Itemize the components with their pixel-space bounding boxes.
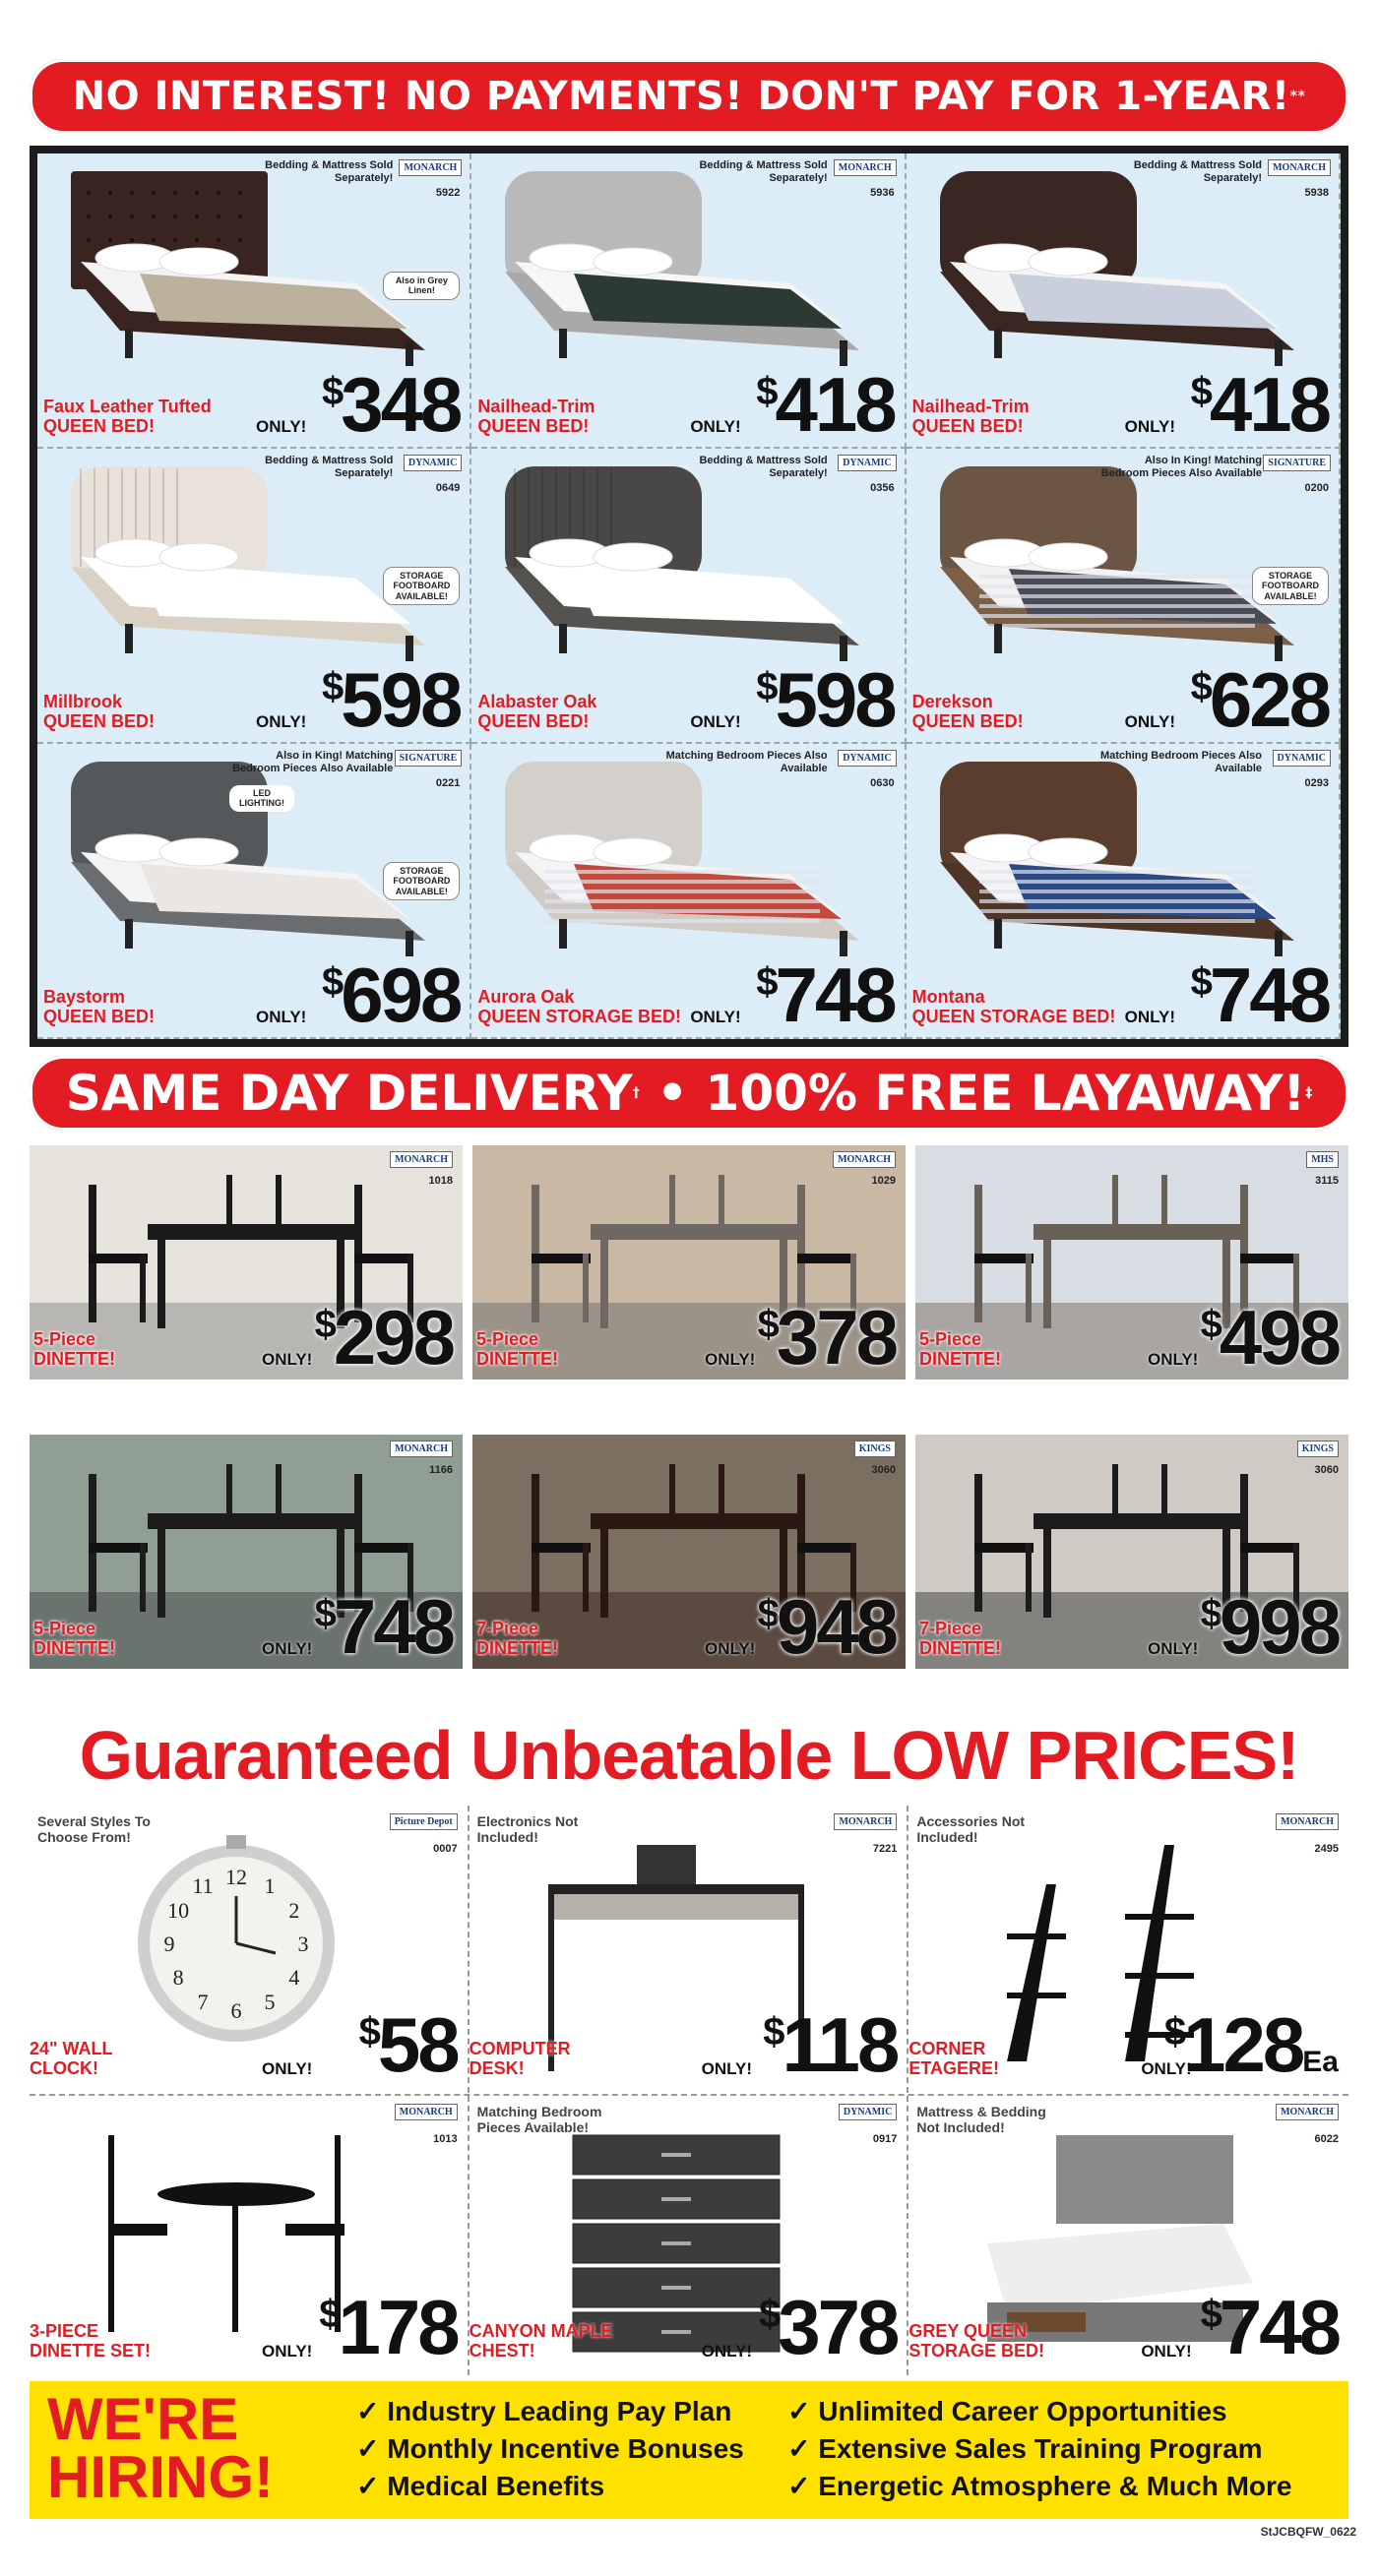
brand-logo: MONARCH [390,1151,453,1168]
price-value: 418 [1209,361,1329,448]
accessory-listing[interactable] [908,2096,1348,2375]
hiring-benefit: ✓ Energetic Atmosphere & Much More [787,2471,1292,2501]
sku-number: 1013 [433,2133,458,2145]
sku-number: 3115 [1315,1175,1339,1187]
bed-name [43,398,212,437]
price [314,1294,453,1380]
svg-text:6: 6 [230,1998,242,2023]
bed-name-text: Baystorm [43,987,126,1008]
accessory-name-text: 3-PIECE [30,2321,99,2342]
hiring-banner [30,2381,1348,2519]
svg-text:11: 11 [192,1873,214,1899]
svg-text:5: 5 [264,1989,276,2014]
sku-number: 0007 [433,1843,458,1855]
only-label: ONLY! [705,1350,756,1369]
bed-extra-note: STORAGE FOOTBOARD AVAILABLE! [383,567,460,605]
bed-note: Bedding & Mattress Sold Separately! [265,455,394,479]
only-label: ONLY! [701,2059,752,2078]
brand-logo: DYNAMIC [839,2104,897,2120]
brand-logo: KINGS [1297,1441,1339,1457]
only-label: ONLY! [1141,2342,1192,2361]
price-value: 418 [775,361,895,448]
accessory-name [908,2040,999,2079]
only-label: ONLY! [701,2342,752,2361]
dinette-type: DINETTE! [33,1349,115,1370]
bed-name [477,398,595,437]
sku-number: 0649 [435,482,461,494]
dollar-sign: $ [756,665,776,708]
hiring-benefit: ✓ Medical Benefits [356,2471,605,2501]
sku-number: 5922 [435,187,461,199]
dollar-sign: $ [758,2293,779,2336]
bed-listing[interactable] [907,449,1341,744]
dollar-sign: $ [1190,960,1210,1004]
dollar-sign: $ [757,1592,777,1635]
only-label: ONLY! [1148,1639,1199,1658]
price [321,361,461,448]
dollar-sign: $ [1200,1592,1220,1635]
dinette-pieces: 7-Piece [919,1619,982,1639]
brand-logo: SIGNATURE [395,750,463,767]
price [321,951,461,1038]
price-value: 748 [333,1583,453,1669]
bed-name [477,693,596,732]
only-label: ONLY! [1141,2059,1192,2078]
dinette-name [919,1330,1001,1370]
bed-name-text: Millbrook [43,692,122,712]
brand-logo: MONARCH [834,159,897,176]
bed-note: Also In King! Matching Bedroom Pieces Also Available [1100,455,1262,479]
dinette-listing[interactable] [30,1145,463,1380]
sku-number: 2495 [1314,1843,1339,1855]
price-value: 598 [775,656,895,743]
accessory-note: Accessories Not Included! [916,1813,1026,1846]
price [321,656,461,743]
only-label: ONLY! [1124,1008,1175,1026]
accessory-type: ETAGERE! [908,2058,999,2079]
hiring-benefit: ✓ Industry Leading Pay Plan [356,2396,732,2426]
dinette-name [33,1620,115,1659]
dollar-sign: $ [757,1303,777,1346]
top-promo-text: NO INTEREST! NO PAYMENTS! DON'T PAY FOR 1-YEAR! [72,74,1290,119]
price-value: 298 [333,1294,453,1380]
bed-listing[interactable] [37,744,471,1039]
bed-grid [30,146,1348,1047]
top-promo-banner [30,59,1348,134]
bed-name-text: Nailhead-Trim [911,397,1030,417]
sku-number: 0630 [870,777,895,789]
accessory-name [30,2040,113,2079]
accessory-type: DINETTE SET! [30,2341,152,2361]
dinette-pieces: 5-Piece [919,1329,982,1350]
accessory-name-text: CORNER [908,2039,986,2059]
dollar-sign: $ [756,370,776,413]
only-label: ONLY! [1124,417,1175,436]
bed-listing[interactable] [907,153,1341,449]
bed-type: QUEEN BED! [477,416,590,437]
price-value: 628 [1209,656,1329,743]
accessory-type: CHEST! [469,2341,535,2361]
dinette-type: DINETTE! [33,1638,115,1659]
bed-listing[interactable] [471,744,906,1039]
bed-listing[interactable] [907,744,1341,1039]
bed-type: QUEEN STORAGE BED! [911,1007,1116,1027]
brand-logo: MONARCH [1276,1813,1339,1830]
dinette-pieces: 5-Piece [33,1329,96,1350]
bed-extra-note: STORAGE FOOTBOARD AVAILABLE! [383,862,460,900]
price [1163,2001,1339,2088]
dollar-sign: $ [321,960,342,1004]
hiring-title-line1: WE'RE [47,2386,239,2452]
bed-type: QUEEN BED! [911,416,1024,437]
bed-type: QUEEN BED! [43,1007,156,1027]
bed-image [41,459,435,679]
bed-note: Bedding & Mattress Sold Separately! [265,159,394,184]
price-value: 498 [1219,1294,1339,1380]
brand-logo: MHS [1306,1151,1339,1168]
hiring-benefit: ✓ Monthly Incentive Bonuses [356,2433,744,2464]
dollar-sign: $ [1200,1303,1220,1346]
dollar-sign: $ [314,1592,334,1635]
dinette-listing[interactable] [472,1145,906,1380]
bed-name-text: Faux Leather Tufted [43,397,212,417]
price [1190,656,1329,743]
accessory-note: Electronics Not Included! [476,1813,579,1846]
dinette-name [476,1620,558,1659]
led-note: LED LIGHTING! [229,785,294,812]
bed-name-text: Montana [911,987,985,1008]
only-label: ONLY! [256,417,307,436]
bed-listing[interactable] [37,153,471,449]
accessory-note: Matching Bedroom Pieces Available! [476,2104,602,2136]
accessory-image [89,1825,384,2085]
accessory-name-text: GREY QUEEN [908,2321,1028,2342]
brand-logo: Picture Depot [390,1813,458,1830]
accessory-listing[interactable] [30,2096,470,2375]
accessory-name [908,2322,1044,2361]
bed-image [910,459,1304,679]
price [1190,361,1329,448]
bed-name [477,988,681,1027]
bed-extra-note: Also in Grey Linen! [383,272,460,300]
price [763,2001,898,2088]
accessory-name-text: CANYON MAPLE [469,2321,613,2342]
hiring-title-line2: HIRING! [47,2443,274,2510]
price [757,1583,896,1669]
price-value: 118 [782,2001,898,2088]
hiring-list-2 [787,2393,1292,2505]
sku-number: 0221 [435,777,461,789]
accessory-listing[interactable] [470,1806,909,2093]
price-value: 378 [778,2284,898,2370]
bed-note: Bedding & Mattress Sold Separately! [699,159,828,184]
bed-note: Bedding & Mattress Sold Separately! [699,455,828,479]
brand-logo: MONARCH [1276,2104,1339,2120]
only-label: ONLY! [262,2059,313,2078]
dinette-row-1 [30,1145,1348,1380]
only-label: ONLY! [705,1639,756,1658]
price [1200,1294,1339,1380]
hiring-benefit: ✓ Extensive Sales Training Program [787,2433,1263,2464]
accessory-type: CLOCK! [30,2058,98,2079]
sku-number: 7221 [872,1843,898,1855]
brand-logo: MONARCH [1268,159,1331,176]
brand-logo: MONARCH [395,2104,458,2120]
accessory-type: DESK! [469,2058,525,2079]
svg-text:12: 12 [225,1865,247,1889]
bed-extra-note: STORAGE FOOTBOARD AVAILABLE! [1252,567,1329,605]
dinette-name [33,1330,115,1370]
delivery-text: SAME DAY DELIVERY [65,1065,633,1122]
dinette-listing[interactable] [915,1435,1348,1669]
accessory-name [30,2322,151,2361]
only-label: ONLY! [262,1350,313,1369]
headline: Guaranteed Unbeatable LOW PRICES! [79,1717,1299,1794]
bed-name [43,988,155,1027]
price [758,2284,898,2370]
accessory-listing[interactable] [470,2096,909,2375]
dinette-pieces: 5-Piece [476,1329,539,1350]
svg-text:2: 2 [288,1898,300,1923]
top-promo-mark: ** [1289,89,1306,104]
sku-number: 1018 [428,1175,453,1187]
svg-text:3: 3 [297,1932,309,1956]
sku-number: 5938 [1304,187,1329,199]
brand-logo: DYNAMIC [1273,750,1331,767]
bed-note: Bedding & Mattress Sold Separately! [1133,159,1262,184]
bed-type: QUEEN BED! [911,711,1024,732]
dollar-sign: $ [321,665,342,708]
brand-logo: KINGS [854,1441,896,1457]
only-label: ONLY! [1148,1350,1199,1369]
bed-image [910,754,1304,974]
accessory-row-1 [30,1806,1348,2093]
sku-number: 6022 [1314,2133,1339,2145]
svg-text:10: 10 [167,1898,190,1923]
only-label: ONLY! [1124,712,1175,731]
price-value: 698 [341,951,461,1038]
dinette-listing[interactable] [30,1435,463,1669]
accessory-name [470,2040,571,2079]
accessory-note: Several Styles To Choose From! [37,1813,151,1846]
svg-text:4: 4 [288,1965,300,1990]
bed-image [910,163,1304,384]
price [1200,2284,1339,2370]
footer-code: StJCBQFW_0622 [1260,2525,1356,2539]
price-value: 178 [338,2284,458,2370]
only-label: ONLY! [690,712,741,731]
bed-type: QUEEN BED! [477,711,590,732]
delivery-banner [30,1056,1348,1131]
hiring-list-1 [356,2393,744,2505]
svg-text:9: 9 [163,1932,175,1956]
dollar-sign: $ [319,2293,339,2336]
dinette-name [476,1330,558,1370]
sku-number: 0200 [1304,482,1329,494]
dollar-sign: $ [1200,2293,1220,2336]
price [1200,1583,1339,1669]
brand-logo: SIGNATURE [1263,455,1331,471]
price-value: 948 [776,1583,896,1669]
price-value: 378 [776,1294,896,1380]
price [319,2284,458,2370]
price [314,1583,453,1669]
dollar-sign: $ [358,2010,378,2054]
hiring-benefit: ✓ Unlimited Career Opportunities [787,2396,1227,2426]
sku-number: 1166 [429,1464,453,1476]
bed-name [912,988,1116,1027]
dollar-sign: $ [1163,2010,1184,2054]
price-value: 58 [377,2001,458,2088]
sku-number: 1029 [871,1175,896,1187]
bed-note: Also in King! Matching Bedroom Pieces Also Available [232,750,394,774]
dollar-sign: $ [756,960,776,1004]
accessory-listing[interactable] [30,1806,470,2093]
bed-type: QUEEN BED! [43,416,156,437]
dinette-pieces: 7-Piece [476,1619,539,1639]
accessory-row-2 [30,2096,1348,2375]
price [756,951,895,1038]
brand-logo: DYNAMIC [404,455,462,471]
price-value: 748 [775,951,895,1038]
bed-image [475,754,869,974]
accessory-name-text: COMPUTER [469,2039,571,2059]
price [1190,951,1329,1038]
dinette-listing[interactable] [472,1435,906,1669]
dollar-sign: $ [763,2010,783,2054]
delivery-mark: † [632,1085,640,1101]
sku-number: 0356 [870,482,895,494]
brand-logo: MONARCH [390,1441,453,1457]
bed-name [912,398,1030,437]
price [756,361,895,448]
price-value: 348 [341,361,461,448]
price-value: 998 [1219,1583,1339,1669]
sku-number: 5936 [870,187,895,199]
price-value: 748 [1219,2284,1339,2370]
bed-image [41,163,435,384]
bed-image [475,459,869,679]
accessory-name [470,2322,613,2361]
price-unit: Ea [1302,2046,1339,2078]
dollar-sign: $ [1190,665,1210,708]
dinette-row-2 [30,1435,1348,1669]
hiring-title [47,2386,274,2510]
svg-text:8: 8 [172,1965,184,1990]
only-label: ONLY! [262,2342,313,2361]
only-label: ONLY! [690,417,741,436]
brand-logo: DYNAMIC [838,750,896,767]
price-value: 748 [1209,951,1329,1038]
bed-image [475,163,869,384]
dinette-type: DINETTE! [476,1638,558,1659]
price [757,1294,896,1380]
only-label: ONLY! [256,1008,307,1026]
bed-listing[interactable] [471,449,906,744]
bed-name-text: Aurora Oak [477,987,575,1008]
bed-note: Matching Bedroom Pieces Also Available [665,750,828,774]
dollar-sign: $ [321,370,342,413]
sku-number: 0293 [1304,777,1329,789]
accessory-name-text: 24" WALL [30,2039,113,2059]
bed-listing[interactable] [471,153,906,449]
dinette-type: DINETTE! [476,1349,558,1370]
dinette-pieces: 5-Piece [33,1619,96,1639]
dinette-type: DINETTE! [919,1638,1001,1659]
sku-number: 3060 [1314,1464,1339,1476]
svg-text:7: 7 [197,1989,209,2014]
dollar-sign: $ [314,1303,334,1346]
layaway-mark: ‡ [1305,1085,1313,1101]
brand-logo: MONARCH [399,159,462,176]
layaway-text: • 100% FREE LAYAWAY! [639,1065,1306,1122]
bed-listing[interactable] [37,449,471,744]
sku-number: 0917 [872,2133,898,2145]
price [358,2001,458,2088]
bed-note: Matching Bedroom Pieces Also Available [1099,750,1262,774]
bed-type: QUEEN BED! [43,711,156,732]
bed-name-text: Derekson [911,692,993,712]
price [756,656,895,743]
dinette-name [919,1620,1001,1659]
bed-name [43,693,155,732]
brand-logo: MONARCH [834,1813,897,1830]
price-value: 128 [1183,2001,1303,2088]
only-label: ONLY! [256,712,307,731]
svg-text:1: 1 [264,1873,276,1899]
bed-name-text: Nailhead-Trim [477,397,595,417]
price-value: 598 [341,656,461,743]
dinette-type: DINETTE! [919,1349,1001,1370]
brand-logo: MONARCH [833,1151,896,1168]
only-label: ONLY! [690,1008,741,1026]
bed-type: QUEEN STORAGE BED! [477,1007,682,1027]
accessory-note: Mattress & Bedding Not Included! [916,2104,1046,2136]
bed-name-text: Alabaster Oak [477,692,597,712]
brand-logo: DYNAMIC [838,455,896,471]
only-label: ONLY! [262,1639,313,1658]
accessory-listing[interactable] [908,1806,1348,2093]
sku-number: 3060 [871,1464,896,1476]
bed-name [912,693,1024,732]
dinette-listing[interactable] [915,1145,1348,1380]
accessory-type: STORAGE BED! [908,2341,1045,2361]
dollar-sign: $ [1190,370,1210,413]
